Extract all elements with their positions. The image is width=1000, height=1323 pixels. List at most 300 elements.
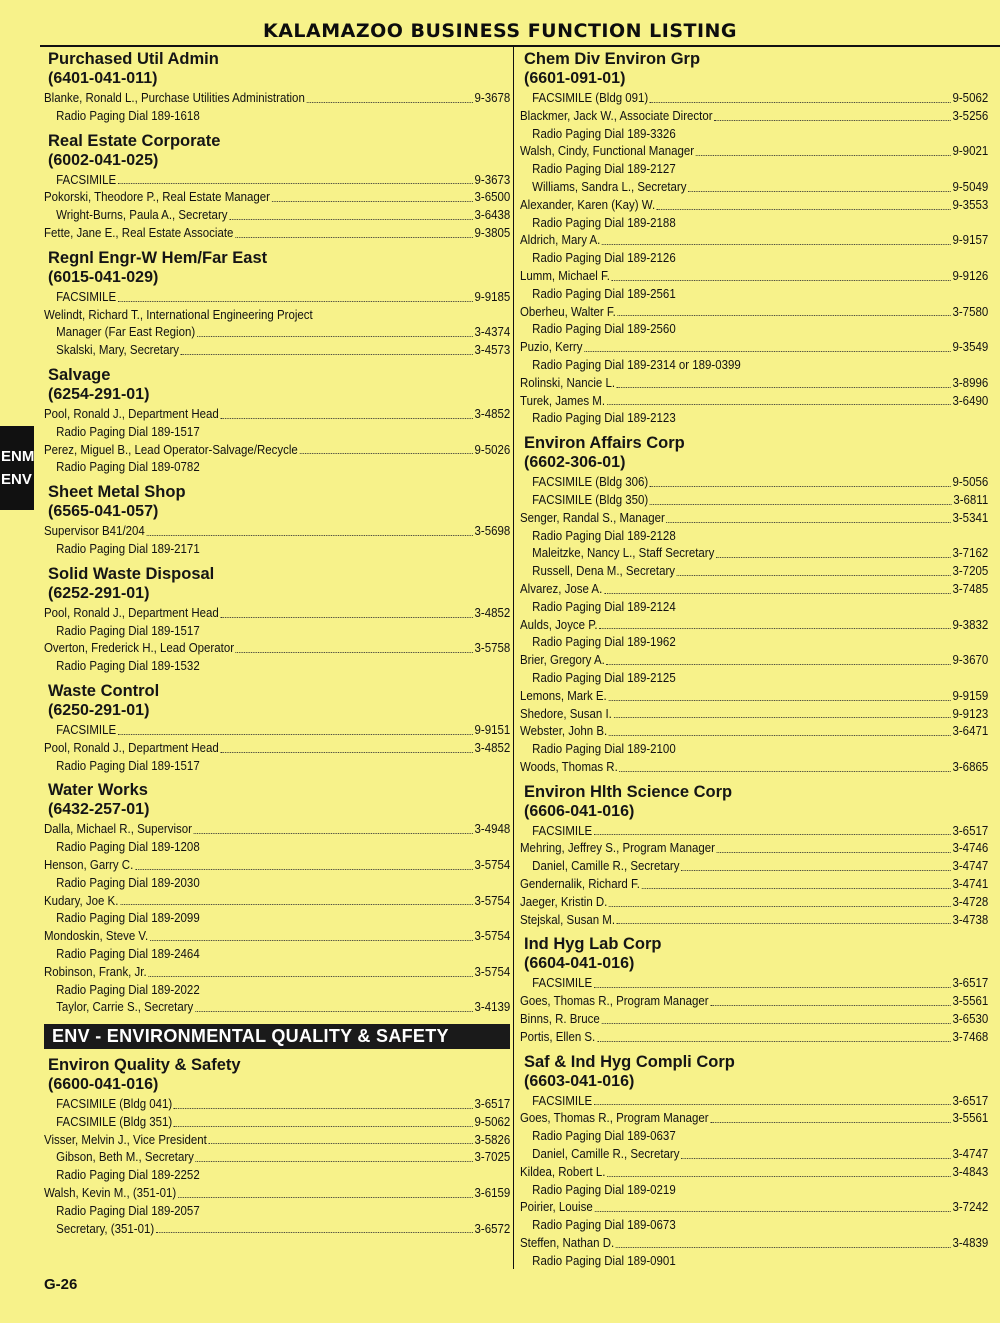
listing-note: Radio Paging Dial 189-2314 or 189-0399 xyxy=(532,356,741,372)
listing-name: Supervisor B41/204 xyxy=(44,523,145,539)
listing-name: FACSIMILE (Bldg 306) xyxy=(532,474,649,490)
listing-name: Daniel, Camille R., Secretary xyxy=(532,858,680,874)
listing-note: Radio Paging Dial 189-2188 xyxy=(532,214,676,230)
phone-extension: 3-4741 xyxy=(952,876,989,892)
listing-name: FACSIMILE xyxy=(56,721,117,737)
phone-extension: 3-7025 xyxy=(474,1149,511,1165)
dot-leader xyxy=(597,1041,951,1042)
phone-extension: 9-3673 xyxy=(474,171,511,187)
listing-name: Aldrich, Mary A. xyxy=(520,232,601,248)
listing-name: Henson, Garry C. xyxy=(44,856,134,872)
phone-extension: 3-6572 xyxy=(474,1220,511,1236)
group-code: (6601-091-01) xyxy=(524,70,626,87)
group-code: (6401-041-011) xyxy=(48,70,158,87)
dot-leader xyxy=(235,237,473,238)
dot-leader xyxy=(601,1023,950,1024)
dot-leader xyxy=(135,869,473,870)
listing-name: Skalski, Mary, Secretary xyxy=(56,342,180,358)
phone-extension: 3-5754 xyxy=(474,928,511,944)
phone-extension: 3-5561 xyxy=(952,1110,989,1126)
listing-name: Daniel, Camille R., Secretary xyxy=(532,1146,680,1162)
listing-row xyxy=(520,509,988,527)
listing-row xyxy=(520,580,988,598)
phone-extension: 3-5754 xyxy=(474,856,511,872)
listing-row xyxy=(44,998,510,1016)
dot-leader xyxy=(300,453,473,454)
listing-row xyxy=(44,405,510,423)
left-groups-b xyxy=(44,1055,510,1237)
listing-note: Radio Paging Dial 189-0673 xyxy=(532,1217,676,1233)
listing-row xyxy=(520,651,988,669)
listing-name: Perez, Miguel B., Lead Operator-Salvage/Recycle xyxy=(44,441,298,457)
listing-note: Radio Paging Dial 189-2125 xyxy=(532,669,676,685)
dot-leader xyxy=(650,504,952,505)
dot-leader xyxy=(717,852,951,853)
dot-leader xyxy=(118,183,473,184)
listing-name: Overton, Frederick H., Lead Operator xyxy=(44,640,235,656)
listing-group xyxy=(520,49,988,427)
dot-leader xyxy=(620,771,951,772)
listing-note: Radio Paging Dial 189-1517 xyxy=(56,622,200,638)
listing-name: FACSIMILE (Bldg 041) xyxy=(56,1096,173,1112)
listing-note: Radio Paging Dial 189-2022 xyxy=(56,981,200,997)
dot-leader xyxy=(196,1161,473,1162)
group-title: Purchased Util Admin xyxy=(48,50,219,68)
listing-name: Kudary, Joe K. xyxy=(44,892,119,908)
listing-row xyxy=(520,231,988,249)
group-title: Sheet Metal Shop xyxy=(48,483,186,502)
listing-name: Pool, Ronald J., Department Head xyxy=(44,604,219,620)
phone-extension: 3-6438 xyxy=(474,207,511,223)
phone-extension: 3-8996 xyxy=(952,374,989,390)
listing-row xyxy=(44,441,510,459)
listing-note: Radio Paging Dial 189-2030 xyxy=(56,874,200,890)
listing-name: Russell, Dena M., Secretary xyxy=(532,563,676,579)
listing-name: Pokorski, Theodore P., Real Estate Manager xyxy=(44,189,270,205)
group-code: (6250-291-01) xyxy=(48,701,150,719)
listing-row xyxy=(44,927,510,945)
tab-label-env: ENV xyxy=(1,471,32,488)
listing-note: Radio Paging Dial 189-1532 xyxy=(56,658,200,674)
header-rule xyxy=(40,45,1000,47)
phone-extension: 9-9157 xyxy=(952,232,989,248)
listing-name: Oberheu, Walter F. xyxy=(520,303,616,319)
column-divider xyxy=(513,47,514,1269)
group-code: (6254-291-01) xyxy=(48,385,150,403)
listing-row xyxy=(520,267,988,285)
listing-row xyxy=(520,392,988,410)
phone-extension: 3-4728 xyxy=(952,893,989,909)
dot-leader xyxy=(617,923,951,924)
dot-leader xyxy=(677,575,951,576)
phone-extension: 3-4839 xyxy=(952,1235,989,1251)
listing-note: Radio Paging Dial 189-2127 xyxy=(532,161,676,177)
phone-extension: 3-5256 xyxy=(952,107,989,123)
listing-note: Radio Paging Dial 189-1208 xyxy=(56,839,200,855)
listing-row xyxy=(520,374,988,392)
dot-leader xyxy=(181,354,473,355)
listing-group xyxy=(44,248,510,359)
listing-row xyxy=(520,544,988,562)
listing-name: Walsh, Cindy, Functional Manager xyxy=(520,143,695,159)
phone-extension: 3-7162 xyxy=(952,545,989,561)
listing-row xyxy=(520,974,988,992)
listing-group xyxy=(44,482,510,558)
listing-row xyxy=(44,1148,510,1166)
listing-name: Maleitzke, Nancy L., Staff Secretary xyxy=(532,545,715,561)
listing-note: Radio Paging Dial 189-0901 xyxy=(532,1252,676,1268)
dot-leader xyxy=(584,351,951,352)
dot-leader xyxy=(714,120,950,121)
listing-group xyxy=(520,1052,988,1270)
group-code: (6600-041-016) xyxy=(48,1076,159,1094)
phone-extension: 3-6517 xyxy=(474,1096,511,1112)
dot-leader xyxy=(307,102,473,103)
listing-row xyxy=(44,721,510,739)
dot-leader xyxy=(716,557,951,558)
dot-leader xyxy=(209,1143,473,1144)
phone-extension: 9-9126 xyxy=(952,267,989,283)
dot-leader xyxy=(667,522,951,523)
listing-name: Lemons, Mark E. xyxy=(520,687,607,703)
dot-leader xyxy=(599,628,950,629)
listing-row xyxy=(520,303,988,321)
listing-name: Robinson, Frank, Jr. xyxy=(44,963,147,979)
dot-leader xyxy=(612,280,951,281)
listing-note: Radio Paging Dial 189-2464 xyxy=(56,945,200,961)
listing-row xyxy=(520,142,988,160)
dot-leader xyxy=(594,1211,950,1212)
listing-group xyxy=(44,681,510,774)
phone-extension: 9-3670 xyxy=(952,652,989,668)
dot-leader xyxy=(220,617,472,618)
listing-name: FACSIMILE xyxy=(56,288,117,304)
dot-leader xyxy=(594,987,951,988)
listing-name: Shedore, Susan I. xyxy=(520,705,612,721)
phone-extension: 3-5754 xyxy=(474,892,511,908)
listing-note: Radio Paging Dial 189-2128 xyxy=(532,527,676,543)
phone-extension: 9-3805 xyxy=(474,224,511,240)
listing-row xyxy=(520,857,988,875)
phone-extension: 9-3832 xyxy=(952,616,989,632)
section-heading-env: ENV - ENVIRONMENTAL QUALITY & SAFETY xyxy=(44,1024,510,1049)
dot-leader xyxy=(594,1104,951,1105)
phone-extension: 3-6500 xyxy=(474,189,511,205)
right-column xyxy=(520,49,988,1276)
dot-leader xyxy=(616,1247,951,1248)
listing-name: Fette, Jane E., Real Estate Associate xyxy=(44,224,234,240)
listing-name: FACSIMILE (Bldg 091) xyxy=(532,90,649,105)
dot-leader xyxy=(618,315,951,316)
section-index-tab[interactable] xyxy=(0,426,34,510)
dot-leader xyxy=(607,404,951,405)
phone-extension: 3-4948 xyxy=(474,821,511,837)
group-code: (6603-041-016) xyxy=(524,1072,635,1090)
phone-extension: 3-5826 xyxy=(474,1131,511,1147)
listing-note: Radio Paging Dial 189-2126 xyxy=(532,250,676,266)
listing-name: Taylor, Carrie S., Secretary xyxy=(56,999,194,1015)
listing-note: Radio Paging Dial 189-1517 xyxy=(56,757,200,773)
group-code: (6432-257-01) xyxy=(48,801,150,819)
phone-extension: 9-3549 xyxy=(952,339,989,355)
phone-extension: 3-5758 xyxy=(474,640,511,656)
listing-row xyxy=(520,616,988,634)
phone-extension: 3-6865 xyxy=(952,758,989,774)
listing-note: Radio Paging Dial 189-2123 xyxy=(532,410,676,426)
listing-group xyxy=(44,365,510,476)
phone-extension: 3-4852 xyxy=(474,405,511,421)
group-code: (6606-041-016) xyxy=(524,802,635,820)
group-title: Environ Affairs Corp xyxy=(524,434,685,453)
listing-note: Radio Paging Dial 189-2171 xyxy=(56,540,200,556)
page-number: G-26 xyxy=(44,1276,78,1293)
listing-name: Blanke, Ronald L., Purchase Utilities Administration xyxy=(44,90,305,105)
dot-leader xyxy=(195,1011,473,1012)
dot-leader xyxy=(150,940,473,941)
phone-extension: 9-3553 xyxy=(952,196,989,212)
phone-extension: 9-9123 xyxy=(952,705,989,721)
phone-extension: 3-4746 xyxy=(952,840,989,856)
listing-note: Welindt, Richard T., International Engineering Project xyxy=(44,306,313,322)
listing-row xyxy=(44,206,510,224)
listing-row xyxy=(44,341,510,359)
dot-leader xyxy=(650,486,951,487)
phone-extension: 9-5049 xyxy=(952,178,989,194)
dot-leader xyxy=(118,734,473,735)
dot-leader xyxy=(617,387,951,388)
listing-row xyxy=(520,107,988,125)
listing-row xyxy=(44,171,510,189)
listing-row xyxy=(520,911,988,929)
phone-extension: 3-6517 xyxy=(952,822,989,838)
listing-group xyxy=(44,131,510,242)
phone-extension: 9-3678 xyxy=(474,90,511,105)
phone-extension: 9-5062 xyxy=(474,1113,511,1129)
listing-name: Walsh, Kevin M., (351-01) xyxy=(44,1185,177,1201)
listing-row xyxy=(44,1220,510,1238)
dot-leader xyxy=(197,336,473,337)
listing-group xyxy=(44,564,510,675)
listing-name: FACSIMILE xyxy=(532,1092,593,1108)
group-title: Solid Waste Disposal xyxy=(48,564,215,583)
listing-group xyxy=(520,433,988,776)
dot-leader xyxy=(642,888,951,889)
group-code: (6015-041-029) xyxy=(48,268,159,286)
dot-leader xyxy=(220,752,472,753)
listing-row xyxy=(520,491,988,509)
group-code: (6002-041-025) xyxy=(48,151,159,169)
dot-leader xyxy=(178,1197,473,1198)
group-title: Salvage xyxy=(48,365,111,384)
phone-extension: 9-9151 xyxy=(474,721,511,737)
phone-extension: 3-5754 xyxy=(474,963,511,979)
dot-leader xyxy=(710,1122,950,1123)
listing-note: Radio Paging Dial 189-1517 xyxy=(56,423,200,439)
phone-extension: 9-9159 xyxy=(952,687,989,703)
phone-extension: 3-7468 xyxy=(952,1028,989,1044)
dot-leader xyxy=(147,535,473,536)
listing-row xyxy=(520,992,988,1010)
group-title: Regnl Engr-W Hem/Far East xyxy=(48,248,268,267)
phone-extension: 3-7580 xyxy=(952,303,989,319)
listing-row xyxy=(520,1010,988,1028)
listing-name: Lumm, Michael F. xyxy=(520,267,610,283)
dot-leader xyxy=(194,833,473,834)
listing-row xyxy=(520,562,988,580)
listing-name: Senger, Randal S., Manager xyxy=(520,509,665,525)
dot-leader xyxy=(120,904,473,905)
listing-note: Radio Paging Dial 189-2561 xyxy=(532,285,676,301)
listing-row xyxy=(520,1163,988,1181)
listing-row xyxy=(44,739,510,757)
listing-group xyxy=(520,782,988,929)
listing-note: Radio Paging Dial 189-0637 xyxy=(532,1128,676,1144)
listing-row xyxy=(44,188,510,206)
listing-name: Portis, Ellen S. xyxy=(520,1028,596,1044)
dot-leader xyxy=(118,301,473,302)
group-title: Waste Control xyxy=(48,681,160,700)
listing-group xyxy=(44,780,510,1016)
listing-name: Williams, Sandra L., Secretary xyxy=(532,178,687,194)
listing-name: Alvarez, Jose A. xyxy=(520,580,603,596)
listing-name: Gibson, Beth M., Secretary xyxy=(56,1149,194,1165)
listing-row xyxy=(44,1095,510,1113)
listing-note: Radio Paging Dial 189-2560 xyxy=(532,321,676,337)
group-title: Water Works xyxy=(48,781,148,800)
group-title: Real Estate Corporate xyxy=(48,131,221,150)
listing-row xyxy=(44,89,510,107)
listing-name: Pool, Ronald J., Department Head xyxy=(44,739,219,755)
listing-row xyxy=(44,820,510,838)
listing-row xyxy=(520,687,988,705)
listing-row xyxy=(44,639,510,657)
phone-extension: 3-6159 xyxy=(474,1185,511,1201)
listing-row xyxy=(520,1145,988,1163)
left-column xyxy=(44,49,510,1243)
dot-leader xyxy=(229,219,473,220)
listing-note: Radio Paging Dial 189-0782 xyxy=(56,459,200,475)
listing-row xyxy=(44,604,510,622)
listing-row xyxy=(520,822,988,840)
phone-extension: 3-4738 xyxy=(952,911,989,927)
dot-leader xyxy=(609,735,951,736)
phone-extension: 3-6471 xyxy=(952,723,989,739)
listing-name: Brier, Gregory A. xyxy=(520,652,605,668)
dot-leader xyxy=(608,700,950,701)
phone-extension: 3-4852 xyxy=(474,739,511,755)
phone-extension: 3-6811 xyxy=(953,491,989,507)
dot-leader xyxy=(236,652,473,653)
listing-row xyxy=(520,338,988,356)
listing-row xyxy=(520,473,988,491)
listing-row xyxy=(44,1184,510,1202)
listing-name: Jaeger, Kristin D. xyxy=(520,893,608,909)
phone-extension: 3-4139 xyxy=(474,999,511,1015)
group-title: Environ Hlth Science Corp xyxy=(524,782,733,801)
dot-leader xyxy=(156,1232,473,1233)
listing-row xyxy=(520,196,988,214)
phone-extension: 3-7205 xyxy=(952,563,989,579)
listing-note: Radio Paging Dial 189-3326 xyxy=(532,125,676,141)
page-title: KALAMAZOO BUSINESS FUNCTION LISTING xyxy=(262,20,738,42)
dot-leader xyxy=(174,1108,473,1109)
listing-name: Steffen, Nathan D. xyxy=(520,1235,615,1251)
listing-name: Aulds, Joyce P. xyxy=(520,616,598,632)
listing-name: Manager (Far East Region) xyxy=(56,324,196,340)
listing-group xyxy=(44,1055,510,1237)
listing-row xyxy=(520,178,988,196)
phone-extension: 9-5026 xyxy=(474,441,511,457)
dot-leader xyxy=(696,155,951,156)
listing-name: Stejskal, Susan M. xyxy=(520,911,616,927)
phone-extension: 3-7242 xyxy=(952,1199,989,1215)
listing-name: FACSIMILE xyxy=(532,975,593,991)
listing-row xyxy=(44,856,510,874)
listing-group xyxy=(520,934,988,1045)
dot-leader xyxy=(657,209,951,210)
phone-extension: 3-4852 xyxy=(474,604,511,620)
listing-row xyxy=(44,224,510,242)
dot-leader xyxy=(602,244,951,245)
group-code: (6602-306-01) xyxy=(524,454,626,472)
dot-leader xyxy=(604,593,951,594)
listing-row xyxy=(520,722,988,740)
listing-note: Radio Paging Dial 189-2100 xyxy=(532,741,676,757)
listing-name: Binns, R. Bruce xyxy=(520,1011,600,1027)
listing-row xyxy=(520,1234,988,1252)
dot-leader xyxy=(607,1176,951,1177)
group-code: (6252-291-01) xyxy=(48,584,150,602)
group-code: (6604-041-016) xyxy=(524,955,635,973)
listing-row xyxy=(520,1028,988,1046)
phone-extension: 3-4843 xyxy=(952,1163,989,1179)
listing-name: Dalla, Michael R., Supervisor xyxy=(44,821,192,837)
group-title: Ind Hyg Lab Corp xyxy=(524,935,662,954)
phone-extension: 3-4573 xyxy=(474,342,511,358)
listing-row xyxy=(520,705,988,723)
group-title: Saf & Ind Hyg Compli Corp xyxy=(524,1052,735,1071)
listing-note: Radio Paging Dial 189-1962 xyxy=(532,634,676,650)
listing-name: Secretary, (351-01) xyxy=(56,1220,155,1236)
phone-extension: 9-9021 xyxy=(952,143,989,159)
dot-leader xyxy=(614,717,951,718)
listing-row xyxy=(520,1092,988,1110)
dot-leader xyxy=(272,201,473,202)
dot-leader xyxy=(650,102,951,103)
listing-row xyxy=(520,89,988,107)
listing-name: Alexander, Karen (Kay) W. xyxy=(520,196,656,212)
phone-extension: 3-7485 xyxy=(952,580,989,596)
listing-row xyxy=(520,893,988,911)
dot-leader xyxy=(220,418,472,419)
listing-note: Radio Paging Dial 189-1618 xyxy=(56,107,200,123)
phone-extension: 3-6517 xyxy=(952,975,989,991)
phone-extension: 3-6530 xyxy=(952,1011,989,1027)
phone-extension: 3-5561 xyxy=(952,993,989,1009)
listing-name: Puzio, Kerry xyxy=(520,339,583,355)
left-groups-a xyxy=(44,49,510,1016)
listing-name: Woods, Thomas R. xyxy=(520,758,618,774)
listing-note: Radio Paging Dial 189-2124 xyxy=(532,598,676,614)
listing-name: Poirier, Louise xyxy=(520,1199,593,1215)
dot-leader xyxy=(681,870,951,871)
listing-row xyxy=(44,1131,510,1149)
dot-leader xyxy=(594,834,951,835)
dot-leader xyxy=(609,906,951,907)
dot-leader xyxy=(607,664,951,665)
listing-name: Pool, Ronald J., Department Head xyxy=(44,405,219,421)
listing-name: Blackmer, Jack W., Associate Director xyxy=(520,107,713,123)
